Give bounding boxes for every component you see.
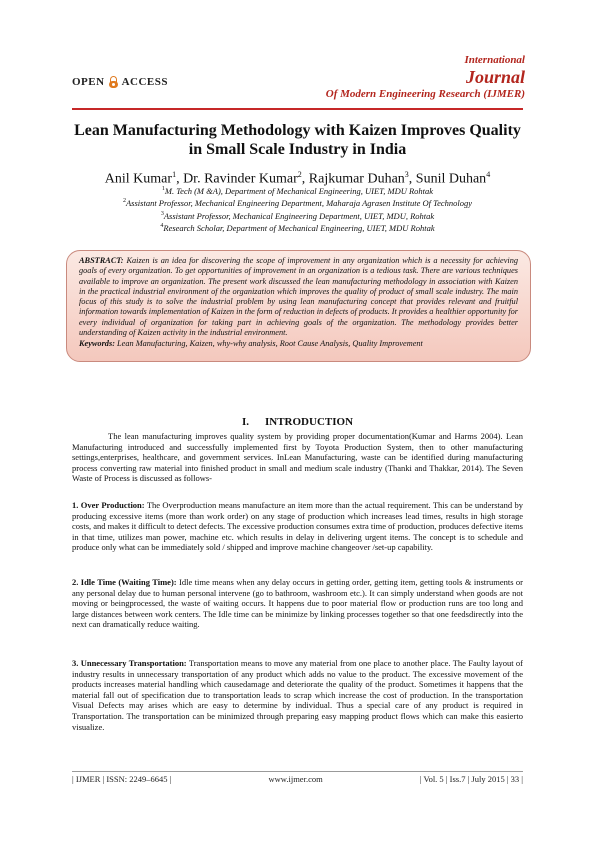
open-access-right-text: ACCESS [121, 76, 168, 88]
waste-item-paragraph [72, 500, 523, 553]
author-name: Dr. Ravinder Kumar [183, 171, 298, 187]
author-sup: 3 [404, 170, 409, 179]
footer-website-link[interactable]: www.ijmer.com [268, 774, 323, 784]
title-line-2: in Small Scale Industry in India [188, 141, 407, 158]
journal-line-2: Journal [465, 67, 525, 87]
journal-line-1: International [464, 54, 525, 66]
author-sup: 1 [172, 170, 177, 179]
affiliation: $^3$Assistant Professor, Mechanical Engineering Department, UIET, MDU, Rohtak [160, 210, 435, 221]
waste-item-paragraph [72, 577, 523, 630]
author-name: Sunil Duhan [415, 171, 487, 187]
waste-item-text: Transportation means to move any material from one place to another place. The Faulty layout of industry results in unnecessary transportation of any product which adds no value to the product. The excessive movement of the products increases material handling which causedamage and deteriorate the quality of the product. Sometimes it happens that the material fall out of specification due to transportation leads to scrap which increase the cost of production. In the transportation Visual Defects may arises which are easy to determine by individual. Thus a special care of any product is required in Transportation. The transportation can be minimized through preparing easy mapping product flows which can make this easierto visualize. [72, 658, 523, 732]
section-number: I. [241, 416, 249, 428]
waste-item-heading: 2. Idle Time (Waiting Time): [72, 577, 177, 587]
abstract-label: ABSTRACT: [79, 256, 124, 265]
waste-item-heading: 1. Over Production: [72, 500, 145, 510]
author-sup: 4 [486, 170, 491, 179]
author-list: Anil Kumar$^1$, Dr. Ravinder Kumar$^2$, Rajkumar Duhan$^3$, Sunil Duhan$^4$ [104, 170, 491, 187]
section-heading [72, 416, 523, 428]
section-title: INTRODUCTION [265, 416, 354, 428]
author-name: Anil Kumar [104, 171, 173, 187]
open-lock-icon [109, 76, 118, 88]
affiliation: $^4$Research Scholar, Department of Mechanical Engineering, UIET, MDU Rohtak [160, 222, 435, 233]
abstract-paragraph [79, 256, 518, 338]
abstract-text: Kaizen is an idea for discovering the scope of improvement in any organization which is a necessity for achieving goals of every organization. To get opportunities of improvement in an organization is a tedious task. There are various techniques available to improve an organization. The present work discussed the lean manufacturing methodology in association with Kaizen in the practical industrial environment of the organization which improves the quality of product of small scale industry. The main focus of this study is to solve the industrial problem by using lean manufacturing concept that provides relevant and fruitful information towards implementation of Kaizen in the form of reduction in defects of products. It provides a healthier opportunity for every individual of organization for taking part in achieving goals of the organization. The methodology provides better understanding of Kaizen activity in the industrial environment. [79, 256, 518, 338]
title-line-1: Lean Manufacturing Methodology with Kaizen Improves Quality [74, 122, 521, 139]
page-footer [72, 774, 523, 784]
header-divider [72, 108, 523, 110]
keywords-label: Keywords: [79, 339, 115, 349]
journal-line-3: Of Modern Engineering Research (IJMER) [325, 88, 525, 100]
author-name: Rajkumar Duhan [308, 171, 405, 187]
abstract-box [66, 250, 531, 362]
waste-item-text: Idle time means when any delay occurs in getting order, getting item, getting tools & instruments or any personal delay due to human personal intervene (go to bathroom, washroom etc.). It can simply understand when goods are not moving or beingprocessed, the waste of waiting occurs. It happens due to poor material flow or production runs are too long and large distances between work centers. The Idle time can be minimize by linking processes together so that one feedsdirectly into the next can dramatically reduce waiting. [72, 577, 523, 630]
affiliation: $^2$Assistant Professor, Mechanical Engineering Department, Maharaja Agrasen Institute Of Technology [122, 198, 473, 209]
keywords-paragraph [79, 339, 518, 349]
waste-item-heading: 3. Unnecessary Transportation: [72, 658, 187, 668]
open-access-logo [72, 76, 168, 88]
open-access-left-text: OPEN [72, 76, 105, 88]
intro-paragraph: The lean manufacturing improves quality system by providing proper documentation(Kumar and Harms 2004). Lean Manufacturing introduced and successfully implemented first by Toyota Production System, then to other manufacturing settings,enterprises, healthcare, and government services. InLean Manufacturing, waste can be identified during manufacturing process converting raw material into finished product in small and medium scale industry (Thanki and Thakkar, 2014). The Seven Waste of Process is discussed as follows- [72, 431, 523, 484]
paper-title [60, 121, 535, 159]
affiliation: $^1$M. Tech (M &A), Department of Mechanical Engineering, UIET, MDU Rohtak [161, 185, 434, 196]
footer-volume-page: | Vol. 5 | Iss.7 | July 2015 | 33 | [419, 774, 523, 784]
waste-item-text: The Overproduction means manufacture an item more than the actual requirement. This can be understand by producing excessive items (more than work order) on any stage of production which increases lead times, results in high storage costs, and makes it difficult to detect defects. The excessive production consumes extra time of production, produces defective items in that time, utilizes man power, machine etc. which results in delay in delivering urgent items. The concept is to schedule and produce only what can be immediately sold / shipped and improve machine changeover /set-up capability. [72, 500, 523, 553]
journal-name [326, 54, 525, 101]
footer-issn: | IJMER | ISSN: 2249–6645 | [72, 774, 172, 784]
footer-divider [72, 771, 523, 772]
affiliation-list [60, 184, 535, 233]
keywords-text: Lean Manufacturing, Kaizen, why-why analysis, Root Cause Analysis, Quality Improvement [117, 339, 423, 349]
author-sup: 2 [297, 170, 302, 179]
waste-item-paragraph [72, 658, 523, 732]
